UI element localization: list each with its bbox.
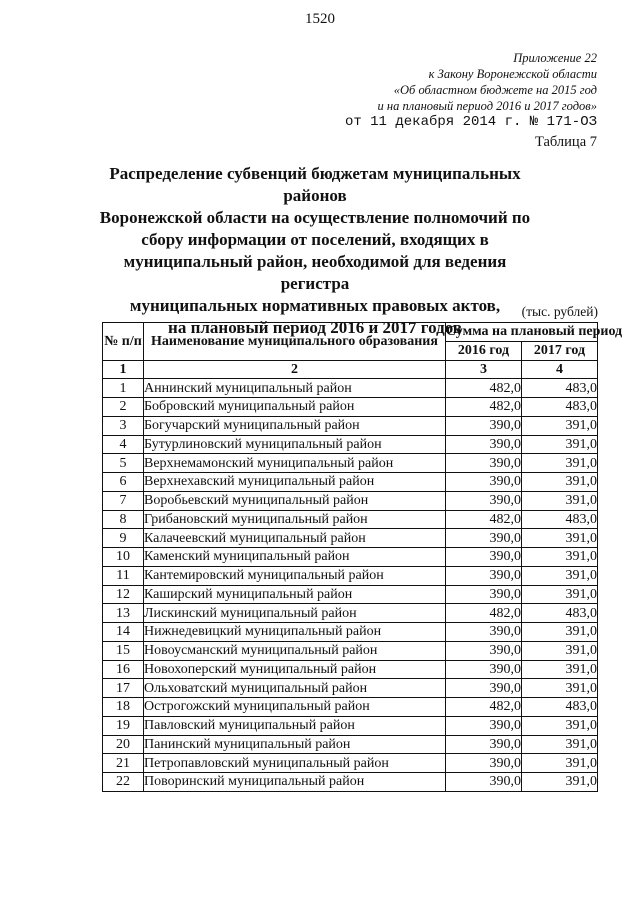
table-row [103,735,598,754]
value-2017: 483,0 [522,379,598,398]
value-2017: 391,0 [522,435,598,454]
value-2016: 482,0 [446,604,522,623]
value-2016: 390,0 [446,548,522,567]
district-name: Петропавловский муниципальный район [144,754,446,773]
value-2016: 390,0 [446,473,522,492]
value-2016: 390,0 [446,735,522,754]
value-2017: 391,0 [522,529,598,548]
appendix-line: к Закону Воронежской области [428,67,597,81]
column-header-sum: Сумма на плановый период [446,324,623,340]
district-name: Новохоперский муниципальный район [144,660,446,679]
value-2017: 483,0 [522,510,598,529]
district-name: Бутурлиновский муниципальный район [144,435,446,454]
district-name: Острогожский муниципальный район [144,698,446,717]
column-header-name: Наименование муниципального образования [144,323,446,361]
district-name: Богучарский муниципальный район [144,416,446,435]
units-note: (тыс. рублей) [521,304,598,319]
value-2016: 390,0 [446,566,522,585]
table-row [103,566,598,585]
row-number: 9 [103,529,144,548]
value-2017: 391,0 [522,473,598,492]
value-2017: 391,0 [522,735,598,754]
row-number: 4 [103,435,144,454]
column-index: 1 [103,360,144,379]
district-name: Поворинский муниципальный район [144,773,446,792]
row-number: 22 [103,773,144,792]
column-index: 4 [522,360,598,379]
value-2017: 483,0 [522,398,598,417]
table-row [103,641,598,660]
row-number: 2 [103,398,144,417]
value-2016: 482,0 [446,510,522,529]
value-2017: 391,0 [522,660,598,679]
row-number: 10 [103,548,144,567]
row-number: 14 [103,623,144,642]
value-2017: 391,0 [522,754,598,773]
table-row [103,435,598,454]
district-name: Калачеевский муниципальный район [144,529,446,548]
table-row [103,454,598,473]
table-row [103,510,598,529]
table-row [103,398,598,417]
district-name: Новоусманский муниципальный район [144,641,446,660]
title-line: на плановый период 2016 и 2017 годов [168,318,462,337]
district-name: Воробьевский муниципальный район [144,491,446,510]
table-row [103,754,598,773]
table-row [103,491,598,510]
row-number: 5 [103,454,144,473]
table-row [103,529,598,548]
value-2016: 390,0 [446,716,522,735]
row-number: 19 [103,716,144,735]
table-row [103,679,598,698]
value-2016: 390,0 [446,773,522,792]
district-name: Верхнемамонский муниципальный район [144,454,446,473]
table-row [103,379,598,398]
title-line: Воронежской области на осуществление полномочий по [99,208,531,227]
title-line: муниципальных нормативных правовых актов, [129,296,501,315]
column-header-2016: 2016 год [446,341,522,360]
document-title [90,163,540,339]
district-name: Грибановский муниципальный район [144,510,446,529]
value-2017: 483,0 [522,604,598,623]
value-2016: 390,0 [446,641,522,660]
table-row [103,548,598,567]
subventions-table [102,322,623,792]
row-number: 15 [103,641,144,660]
row-number: 13 [103,604,144,623]
value-2016: 390,0 [446,435,522,454]
column-index: 2 [144,360,446,379]
table-body [103,379,598,792]
value-2016: 390,0 [446,491,522,510]
table-row [103,604,598,623]
value-2017: 391,0 [522,566,598,585]
value-2016: 390,0 [446,585,522,604]
document-date-stamp: от 11 декабря 2014 г. № 171-ОЗ [344,114,597,130]
row-number: 8 [103,510,144,529]
table-row [103,585,598,604]
value-2016: 390,0 [446,454,522,473]
district-name: Каширский муниципальный район [144,585,446,604]
district-name: Бобровский муниципальный район [144,398,446,417]
district-name: Аннинский муниципальный район [144,379,446,398]
value-2016: 390,0 [446,416,522,435]
value-2017: 391,0 [522,679,598,698]
value-2017: 391,0 [522,773,598,792]
value-2016: 390,0 [446,660,522,679]
value-2017: 391,0 [522,716,598,735]
row-number: 18 [103,698,144,717]
page-number: 1520 [305,11,335,27]
district-name: Лискинский муниципальный район [144,604,446,623]
value-2017: 391,0 [522,585,598,604]
value-2017: 391,0 [522,454,598,473]
value-2016: 390,0 [446,529,522,548]
title-line: муниципальный район, необходимой для ведения регистра [123,252,507,293]
value-2017: 483,0 [522,698,598,717]
row-number: 3 [103,416,144,435]
row-number: 21 [103,754,144,773]
value-2016: 482,0 [446,379,522,398]
row-number: 16 [103,660,144,679]
table-row [103,773,598,792]
value-2017: 391,0 [522,623,598,642]
appendix-line: «Об областном бюджете на 2015 год [393,83,597,97]
row-number: 1 [103,379,144,398]
title-line: Распределение субвенций бюджетам муниципальных районов [109,164,521,205]
district-name: Павловский муниципальный район [144,716,446,735]
value-2017: 391,0 [522,641,598,660]
row-number: 17 [103,679,144,698]
district-name: Ольховатский муниципальный район [144,679,446,698]
district-name: Нижнедевицкий муниципальный район [144,623,446,642]
table-row [103,698,598,717]
appendix-line: Приложение 22 [513,51,597,65]
appendix-header [378,50,597,114]
title-line: сбору информации от поселений, входящих в [141,230,489,249]
value-2017: 391,0 [522,491,598,510]
table-row [103,716,598,735]
column-index: 3 [446,360,522,379]
appendix-line: и на плановый период 2016 и 2017 годов» [377,99,597,113]
value-2016: 390,0 [446,623,522,642]
table-row [103,473,598,492]
row-number: 6 [103,473,144,492]
value-2017: 391,0 [522,416,598,435]
district-name: Кантемировский муниципальный район [144,566,446,585]
value-2017: 391,0 [522,548,598,567]
value-2016: 482,0 [446,698,522,717]
row-number: 7 [103,491,144,510]
table-label: Таблица 7 [534,134,597,150]
row-number: 20 [103,735,144,754]
value-2016: 390,0 [446,754,522,773]
column-header-2017: 2017 год [522,341,598,360]
district-name: Каменский муниципальный район [144,548,446,567]
value-2016: 390,0 [446,679,522,698]
table-row [103,416,598,435]
value-2016: 482,0 [446,398,522,417]
column-header-number: № п/п [103,323,144,361]
district-name: Верхнехавский муниципальный район [144,473,446,492]
row-number: 11 [103,566,144,585]
table-row [103,623,598,642]
row-number: 12 [103,585,144,604]
table-row [103,660,598,679]
district-name: Панинский муниципальный район [144,735,446,754]
